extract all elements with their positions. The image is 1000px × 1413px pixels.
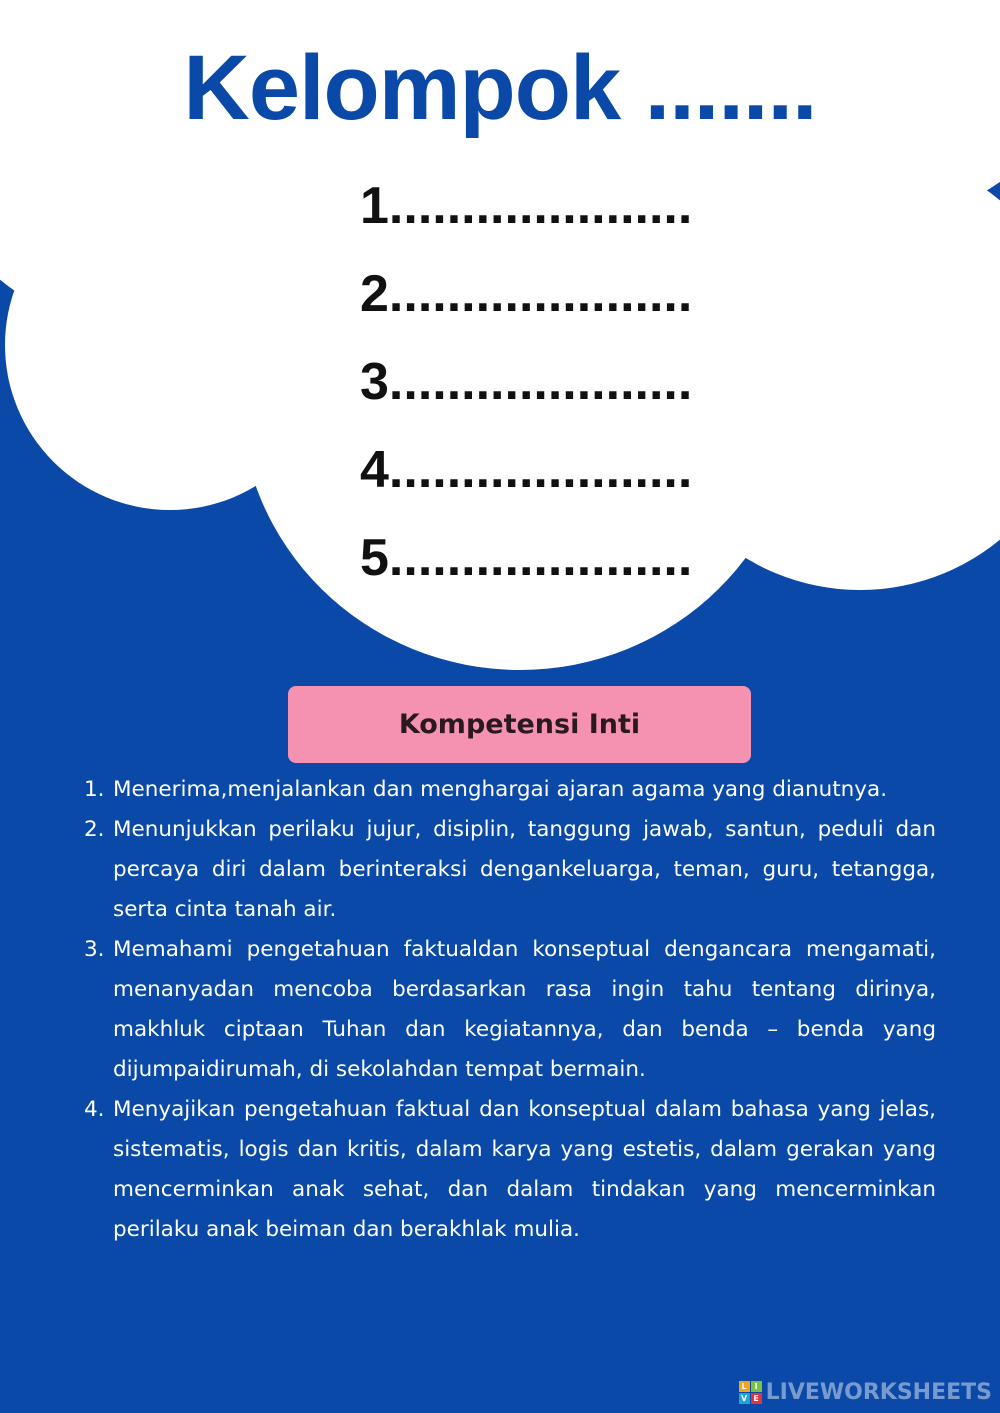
competency-number: 3. (84, 937, 105, 962)
member-line-2[interactable]: 2..................... (360, 265, 693, 323)
section-header-label: Kompetensi Inti (398, 709, 641, 740)
page-title: Kelompok ....... (183, 37, 817, 139)
competency-text: Menunjukkan perilaku jujur, disiplin, tanggung jawab, santun, peduli dan percaya diri dalam berinteraksi dengankeluarga, teman, guru, tetangga, serta cinta tanah air. (113, 817, 936, 922)
member-line-3[interactable]: 3..................... (360, 353, 693, 411)
competency-text: Menerima,menjalankan dan menghargai ajaran agama yang dianutnya. (113, 777, 888, 802)
competency-text: Menyajikan pengetahuan faktual dan konseptual dalam bahasa yang jelas, sistematis, logis dan kritis, dalam karya yang estetis, dalam gerakan yang mencerminkan anak sehat, dan dalam tindakan yang mencerminkan perilaku anak beiman dan berakhlak mulia. (113, 1097, 936, 1242)
competency-item-1 (84, 770, 936, 810)
section-header-badge (288, 686, 751, 763)
competency-item-2 (84, 810, 936, 930)
competency-item-3 (84, 930, 936, 1090)
competency-list (84, 770, 936, 1250)
competency-item-4 (84, 1090, 936, 1250)
member-line-5[interactable]: 5..................... (360, 529, 693, 587)
member-line-4[interactable]: 4..................... (360, 441, 693, 499)
liveworksheets-watermark (739, 1380, 992, 1405)
liveworksheets-logo-icon: L I V E (739, 1381, 762, 1404)
competency-number: 2. (84, 817, 105, 842)
competency-text: Memahami pengetahuan faktualdan konseptual dengancara mengamati, menanyadan mencoba berdasarkan rasa ingin tahu tentang dirinya, makhluk ciptaan Tuhan dan kegiatannya, dan benda – benda yang dijumpaidirumah, di sekolahdan tempat bermain. (113, 937, 936, 1082)
watermark-text: LIVEWORKSHEETS (765, 1380, 992, 1405)
competency-number: 1. (84, 777, 105, 802)
competency-number: 4. (84, 1097, 105, 1122)
member-list (360, 162, 692, 602)
member-line-1[interactable]: 1..................... (360, 177, 693, 235)
